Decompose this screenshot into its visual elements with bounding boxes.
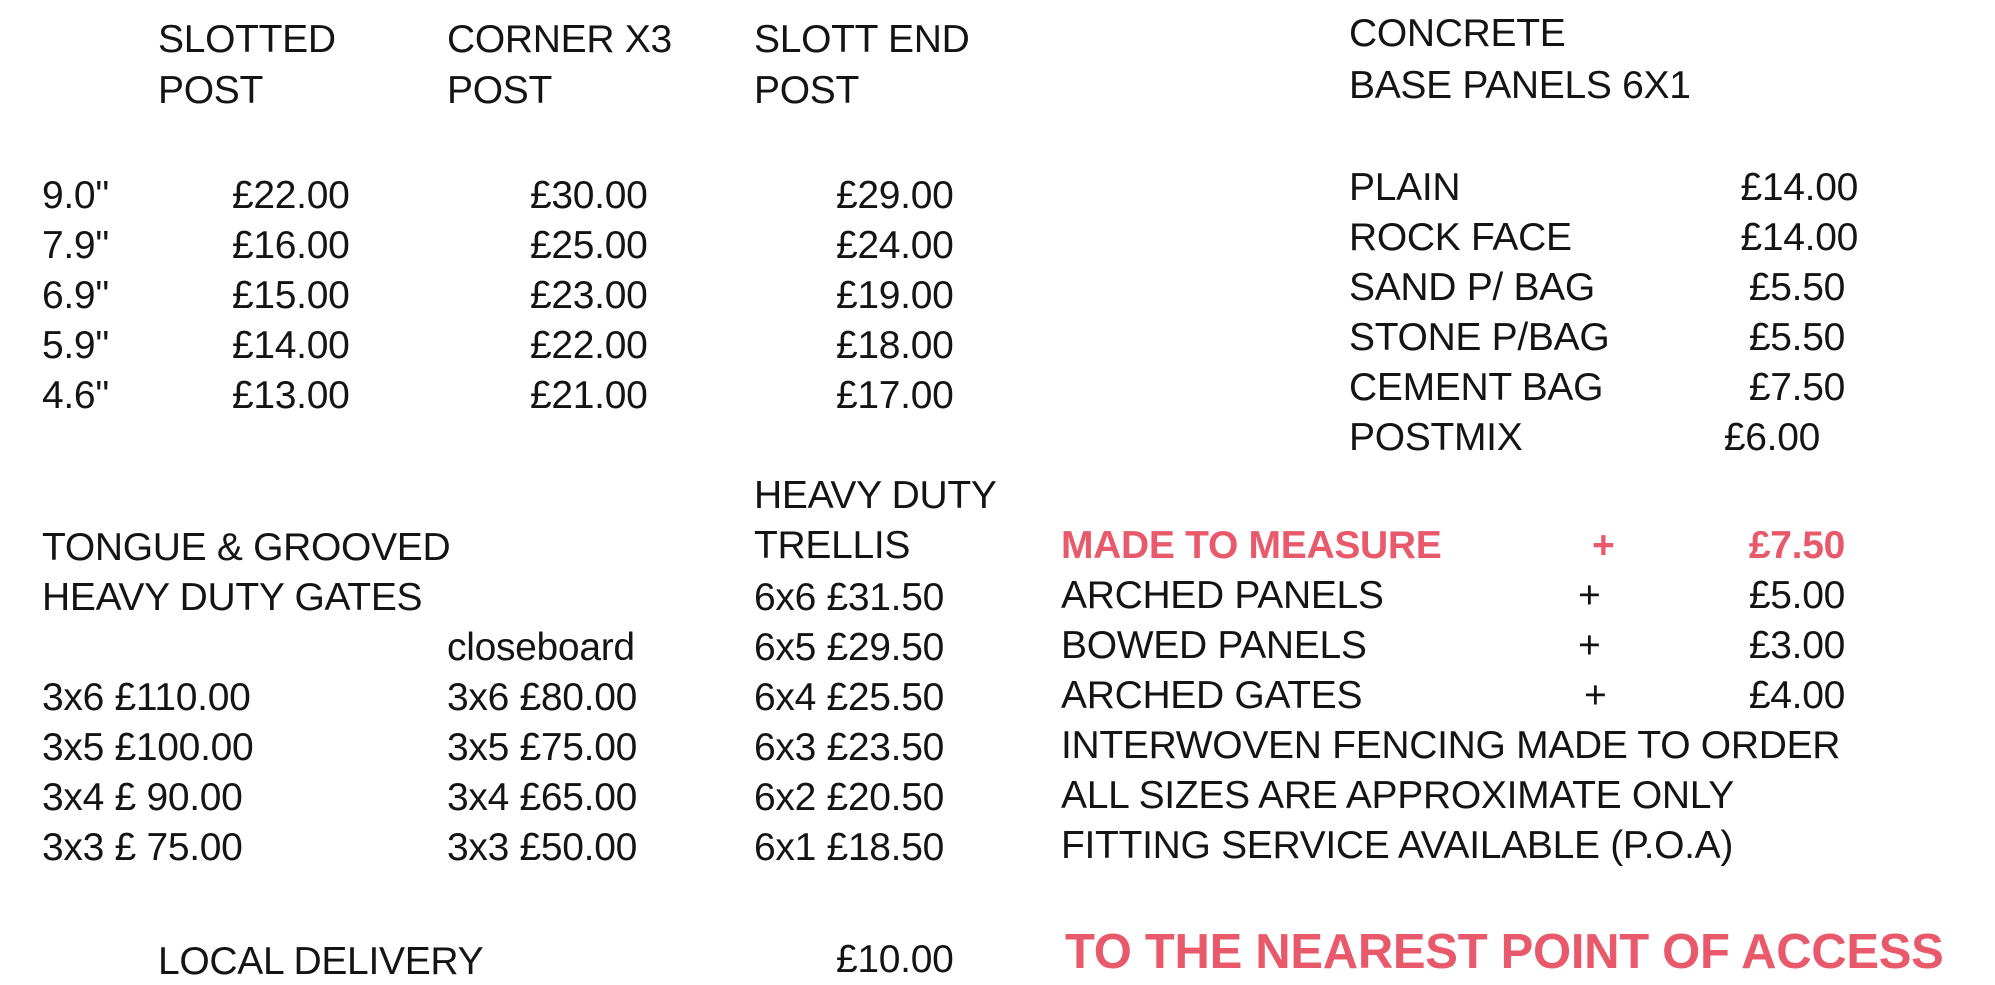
corner-price: £23.00 <box>530 274 648 317</box>
post-size: 6.9" <box>42 274 109 317</box>
slott-end-price: £24.00 <box>836 224 954 267</box>
tg-gate-price: 3x6 £110.00 <box>42 676 251 719</box>
concrete-item-price: £5.50 <box>1748 266 1845 309</box>
gates-header-line1: TONGUE & GROOVED <box>42 526 451 569</box>
closeboard-gate-price: 3x4 £65.00 <box>447 776 638 819</box>
tg-gate-price: 3x4 £ 90.00 <box>42 776 243 819</box>
extra-price: £4.00 <box>1748 674 1845 717</box>
concrete-item-price: £7.50 <box>1748 366 1845 409</box>
note-interwoven: INTERWOVEN FENCING MADE TO ORDER <box>1061 724 1841 767</box>
extra-label: ARCHED GATES <box>1061 674 1363 717</box>
concrete-item-price: £14.00 <box>1740 166 1858 209</box>
slotted-price: £13.00 <box>232 374 350 417</box>
post-size: 9.0" <box>42 174 109 217</box>
slott-end-price: £18.00 <box>836 324 954 367</box>
slotted-price: £14.00 <box>232 324 350 367</box>
concrete-header-line2: BASE PANELS 6X1 <box>1349 64 1691 107</box>
trellis-header-line2: TRELLIS <box>754 524 911 567</box>
slotted-post-header-line2: POST <box>158 69 263 112</box>
tg-gate-price: 3x5 £100.00 <box>42 726 254 769</box>
extra-plus: + <box>1584 674 1607 717</box>
post-size: 5.9" <box>42 324 109 367</box>
extra-label-highlight: MADE TO MEASURE <box>1061 524 1442 567</box>
concrete-item-price: £14.00 <box>1740 216 1858 259</box>
slott-end-price: £17.00 <box>836 374 954 417</box>
slotted-price: £15.00 <box>232 274 350 317</box>
concrete-item-price: £6.00 <box>1723 416 1820 459</box>
trellis-price: 6x5 £29.50 <box>754 626 945 669</box>
extra-price: £5.00 <box>1748 574 1845 617</box>
note-fitting: FITTING SERVICE AVAILABLE (P.O.A) <box>1061 824 1734 867</box>
corner-price: £22.00 <box>530 324 648 367</box>
trellis-price: 6x6 £31.50 <box>754 576 945 619</box>
extra-plus: + <box>1578 624 1601 667</box>
extra-price: £3.00 <box>1748 624 1845 667</box>
concrete-item-label: STONE P/BAG <box>1349 316 1610 359</box>
closeboard-label: closeboard <box>447 626 635 669</box>
extra-price-highlight: £7.50 <box>1748 524 1845 567</box>
delivery-price: £10.00 <box>836 938 954 981</box>
trellis-price: 6x4 £25.50 <box>754 676 945 719</box>
corner-price: £25.00 <box>530 224 648 267</box>
closeboard-gate-price: 3x5 £75.00 <box>447 726 638 769</box>
slott-end-post-header-line1: SLOTT END <box>754 18 970 61</box>
tg-gate-price: 3x3 £ 75.00 <box>42 826 243 869</box>
slott-end-price: £29.00 <box>836 174 954 217</box>
delivery-label: LOCAL DELIVERY <box>158 940 484 983</box>
trellis-price: 6x3 £23.50 <box>754 726 945 769</box>
slott-end-post-header-line2: POST <box>754 69 859 112</box>
closeboard-gate-price: 3x6 £80.00 <box>447 676 638 719</box>
trellis-header-line1: HEAVY DUTY <box>754 474 997 517</box>
slotted-price: £16.00 <box>232 224 350 267</box>
slotted-price: £22.00 <box>232 174 350 217</box>
slotted-post-header-line1: SLOTTED <box>158 18 336 61</box>
trellis-price: 6x2 £20.50 <box>754 776 945 819</box>
post-size: 4.6" <box>42 374 109 417</box>
extra-label: BOWED PANELS <box>1061 624 1367 667</box>
corner-price: £30.00 <box>530 174 648 217</box>
concrete-item-price: £5.50 <box>1748 316 1845 359</box>
extra-label: ARCHED PANELS <box>1061 574 1384 617</box>
closeboard-gate-price: 3x3 £50.00 <box>447 826 638 869</box>
extra-plus: + <box>1592 524 1615 567</box>
trellis-price: 6x1 £18.50 <box>754 826 945 869</box>
slott-end-price: £19.00 <box>836 274 954 317</box>
corner-post-header-line2: POST <box>447 69 552 112</box>
post-size: 7.9" <box>42 224 109 267</box>
gates-header-line2: HEAVY DUTY GATES <box>42 576 423 619</box>
concrete-item-label: PLAIN <box>1349 166 1461 209</box>
concrete-item-label: ROCK FACE <box>1349 216 1572 259</box>
concrete-item-label: POSTMIX <box>1349 416 1523 459</box>
corner-post-header-line1: CORNER X3 <box>447 18 672 61</box>
note-sizes: ALL SIZES ARE APPROXIMATE ONLY <box>1061 774 1735 817</box>
extra-plus: + <box>1578 574 1601 617</box>
corner-price: £21.00 <box>530 374 648 417</box>
concrete-item-label: SAND P/ BAG <box>1349 266 1595 309</box>
delivery-note: TO THE NEAREST POINT OF ACCESS <box>1065 925 1944 979</box>
concrete-item-label: CEMENT BAG <box>1349 366 1604 409</box>
concrete-header-line1: CONCRETE <box>1349 12 1566 55</box>
